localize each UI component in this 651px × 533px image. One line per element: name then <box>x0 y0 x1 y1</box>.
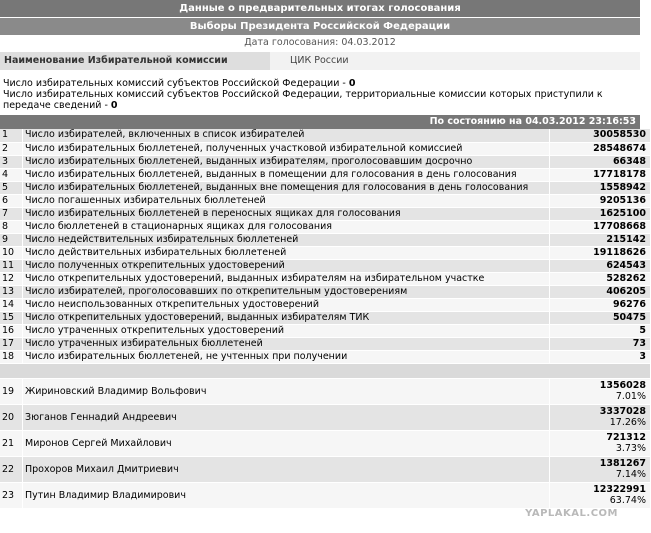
candidate-percent: 7.01% <box>615 391 646 402</box>
row-label: Число избирательных бюллетеней, не учтенных при получении <box>23 350 550 363</box>
row-label: Число избирателей, проголосовавших по открепительным удостоверениям <box>23 285 550 298</box>
row-number: 4 <box>0 168 23 181</box>
candidate-percent: 17.26% <box>609 417 646 428</box>
row-number: 14 <box>0 298 23 311</box>
row-label: Число избирательных бюллетеней, выданных в помещении для голосования в день голосования <box>23 168 550 181</box>
candidate-name: Прохоров Михаил Дмитриевич <box>23 456 550 482</box>
candidate-result <box>550 404 651 430</box>
row-number: 13 <box>0 285 23 298</box>
row-number: 10 <box>0 246 23 259</box>
table-separator <box>0 363 651 378</box>
candidate-votes: 1356028 <box>599 380 646 391</box>
commission-row <box>0 52 640 70</box>
row-label: Число недействительных избирательных бюллетеней <box>23 233 550 246</box>
table-row <box>0 207 651 220</box>
row-value: 406205 <box>550 285 651 298</box>
row-number: 5 <box>0 181 23 194</box>
row-label: Число погашенных избирательных бюллетеней <box>23 194 550 207</box>
table-row <box>0 129 651 142</box>
candidate-number: 21 <box>0 430 23 456</box>
candidate-percent: 7.14% <box>615 469 646 480</box>
candidate-name: Жириновский Владимир Вольфович <box>23 378 550 404</box>
candidate-result <box>550 378 651 404</box>
row-number: 11 <box>0 259 23 272</box>
row-value: 17708668 <box>550 220 651 233</box>
row-number: 8 <box>0 220 23 233</box>
row-number: 12 <box>0 272 23 285</box>
commission-label: Наименование Избирательной комиссии <box>0 52 270 70</box>
info-block <box>0 78 640 111</box>
row-number: 1 <box>0 129 23 142</box>
commission-value[interactable]: ЦИК России <box>270 52 640 70</box>
info-line-2 <box>3 89 637 111</box>
candidate-votes: 1381267 <box>599 458 646 469</box>
candidate-result <box>550 430 651 456</box>
table-row <box>0 259 651 272</box>
row-number: 16 <box>0 324 23 337</box>
candidate-number: 22 <box>0 456 23 482</box>
candidate-number: 23 <box>0 482 23 508</box>
row-value: 50475 <box>550 311 651 324</box>
table-row <box>0 155 651 168</box>
row-label: Число избирательных бюллетеней, полученных участковой избирательной комиссией <box>23 142 550 155</box>
candidate-row <box>0 456 651 482</box>
table-row <box>0 337 651 350</box>
table-row <box>0 324 651 337</box>
row-label: Число действительных избирательных бюллетеней <box>23 246 550 259</box>
candidate-percent: 63.74% <box>609 495 646 506</box>
row-value: 528262 <box>550 272 651 285</box>
row-label: Число избирательных бюллетеней в переносных ящиках для голосования <box>23 207 550 220</box>
row-value: 66348 <box>550 155 651 168</box>
row-label: Число открепительных удостоверений, выданных избирателям на избирательном участке <box>23 272 550 285</box>
table-row <box>0 272 651 285</box>
row-number: 18 <box>0 350 23 363</box>
table-row <box>0 194 651 207</box>
candidate-number: 19 <box>0 378 23 404</box>
row-label: Число избирательных бюллетеней, выданных избирателям, проголосовавшим досрочно <box>23 155 550 168</box>
results-table <box>0 129 651 509</box>
table-row <box>0 311 651 324</box>
row-label: Число неиспользованных открепительных удостоверений <box>23 298 550 311</box>
table-row <box>0 220 651 233</box>
row-value: 9205136 <box>550 194 651 207</box>
row-value: 1625100 <box>550 207 651 220</box>
table-row <box>0 168 651 181</box>
voting-date-label: Дата голосования: <box>244 37 339 48</box>
table-row <box>0 246 651 259</box>
state-timestamp: По состоянию на 04.03.2012 23:16:53 <box>0 115 640 129</box>
row-number: 2 <box>0 142 23 155</box>
row-number: 17 <box>0 337 23 350</box>
row-label: Число полученных открепительных удостоверений <box>23 259 550 272</box>
table-row <box>0 285 651 298</box>
row-value: 28548674 <box>550 142 651 155</box>
row-value: 624543 <box>550 259 651 272</box>
table-row <box>0 350 651 363</box>
table-row <box>0 233 651 246</box>
voting-date-value: 04.03.2012 <box>341 37 396 48</box>
table-row <box>0 142 651 155</box>
row-number: 3 <box>0 155 23 168</box>
row-value: 1558942 <box>550 181 651 194</box>
row-value: 17718178 <box>550 168 651 181</box>
candidate-votes: 12322991 <box>593 484 646 495</box>
row-value: 5 <box>550 324 651 337</box>
info-line-1-value: 0 <box>348 78 356 89</box>
table-row <box>0 181 651 194</box>
candidate-votes: 721312 <box>606 432 646 443</box>
row-label: Число избирательных бюллетеней, выданных вне помещения для голосования в день голосования <box>23 181 550 194</box>
row-value: 96276 <box>550 298 651 311</box>
row-label: Число утраченных открепительных удостоверений <box>23 324 550 337</box>
candidate-name: Зюганов Геннадий Андреевич <box>23 404 550 430</box>
candidate-percent: 3.73% <box>615 443 646 454</box>
row-number: 9 <box>0 233 23 246</box>
info-line-1 <box>3 78 637 89</box>
row-label: Число избирателей, включенных в список избирателей <box>23 129 550 142</box>
row-number: 15 <box>0 311 23 324</box>
row-value: 73 <box>550 337 651 350</box>
row-number: 7 <box>0 207 23 220</box>
row-label: Число открепительных удостоверений, выданных избирателям ТИК <box>23 311 550 324</box>
candidate-row <box>0 378 651 404</box>
row-value: 215142 <box>550 233 651 246</box>
row-value: 19118626 <box>550 246 651 259</box>
candidate-row <box>0 482 651 508</box>
info-line-2-text: Число избирательных комиссий субъектов Российской Федерации, территориальные комиссии которых приступили к передаче сведений - <box>3 89 603 111</box>
candidate-row <box>0 430 651 456</box>
candidate-result <box>550 456 651 482</box>
row-number: 6 <box>0 194 23 207</box>
voting-date <box>0 36 640 50</box>
election-title: Выборы Президента Российской Федерации <box>0 18 640 36</box>
candidate-number: 20 <box>0 404 23 430</box>
info-line-2-value: 0 <box>110 100 118 111</box>
info-line-1-text: Число избирательных комиссий субъектов Российской Федерации - <box>3 78 349 89</box>
candidate-result <box>550 482 651 508</box>
table-row <box>0 298 651 311</box>
candidate-votes: 3337028 <box>599 406 646 417</box>
candidate-name: Путин Владимир Владимирович <box>23 482 550 508</box>
row-value: 3 <box>550 350 651 363</box>
row-label: Число бюллетеней в стационарных ящиках для голосования <box>23 220 550 233</box>
candidate-name: Миронов Сергей Михайлович <box>23 430 550 456</box>
report-title: Данные о предварительных итогах голосования <box>0 0 640 18</box>
candidate-row <box>0 404 651 430</box>
row-label: Число утраченных избирательных бюллетеней <box>23 337 550 350</box>
watermark: YAPLAKAL.COM <box>525 508 618 519</box>
row-value: 30058530 <box>550 129 651 142</box>
